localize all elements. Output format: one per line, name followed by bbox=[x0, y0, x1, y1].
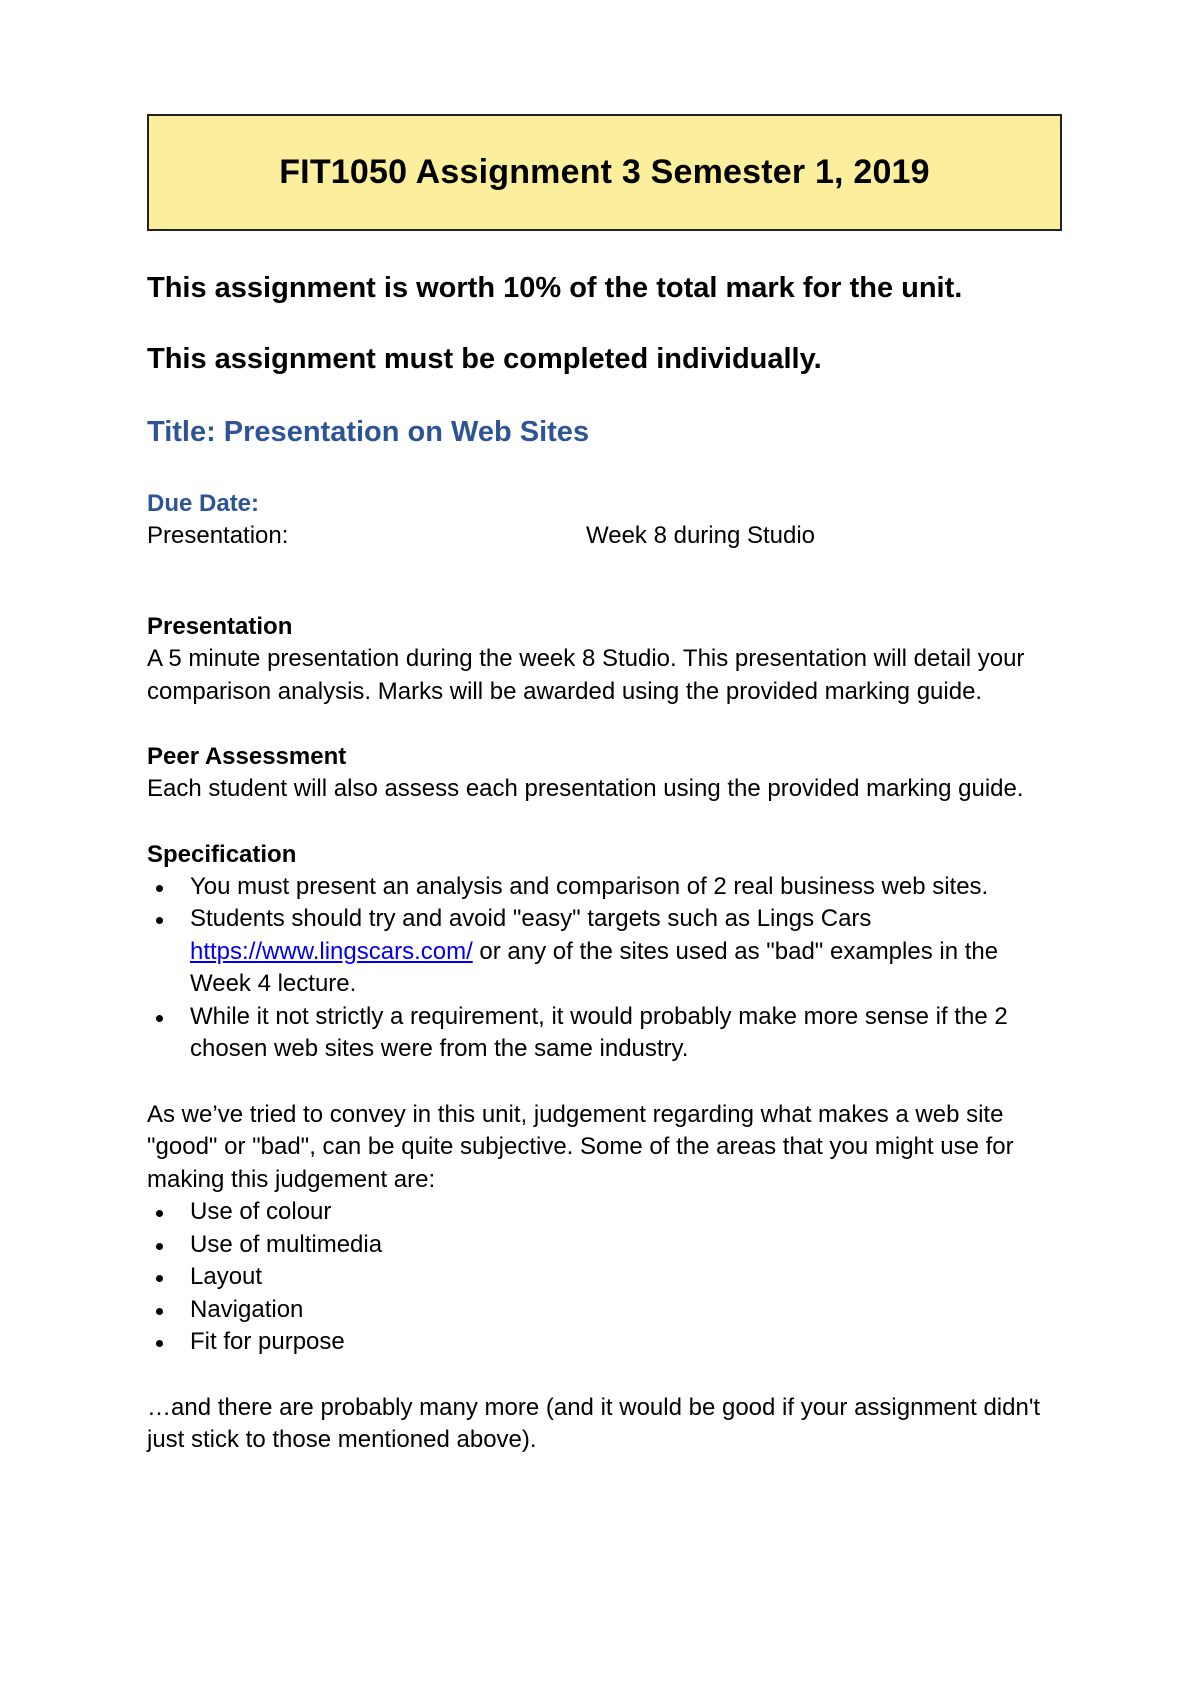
due-date-label: Due Date: bbox=[147, 490, 260, 517]
due-date-row bbox=[147, 520, 1062, 552]
list-item: While it not strictly a requirement, it would probably make more sense if the 2 chosen web sites were from the same industry. bbox=[147, 1001, 1062, 1066]
due-date-item: Presentation: bbox=[147, 522, 289, 549]
peer-assessment-section bbox=[147, 741, 1062, 806]
judgement-areas-list bbox=[147, 1196, 1062, 1359]
worth-statement: This assignment is worth 10% of the total mark for the unit. bbox=[147, 272, 963, 304]
list-item-text: or any of the sites used as "bad" examples in the Week 4 lecture. bbox=[190, 937, 999, 997]
peer-assessment-heading: Peer Assessment bbox=[147, 743, 347, 770]
presentation-section bbox=[147, 611, 1062, 708]
document-title: FIT1050 Assignment 3 Semester 1, 2019 bbox=[279, 153, 930, 191]
list-item: Use of colour bbox=[147, 1196, 1062, 1229]
title-box bbox=[147, 114, 1062, 231]
list-item bbox=[147, 903, 1062, 1001]
due-date-value: Week 8 during Studio bbox=[586, 522, 816, 549]
judgement-text: As we’ve tried to convey in this unit, judgement regarding what makes a web site "good" or "bad", can be quite subjective. Some of the areas that you might use for making this judgement are: bbox=[147, 1100, 1014, 1193]
list-item: You must present an analysis and comparison of 2 real business web sites. bbox=[147, 871, 1062, 904]
list-item: Fit for purpose bbox=[147, 1326, 1062, 1359]
closing-text: …and there are probably many more (and it would be good if your assignment didn't just stick to those mentioned above). bbox=[147, 1393, 1041, 1453]
specification-section bbox=[147, 839, 1062, 1066]
list-item: Use of multimedia bbox=[147, 1229, 1062, 1262]
individual-statement: This assignment must be completed individually. bbox=[147, 343, 822, 375]
document-page bbox=[147, 114, 1062, 1457]
lingscars-link[interactable]: https://www.lingscars.com/ bbox=[190, 937, 473, 965]
list-item: Layout bbox=[147, 1261, 1062, 1294]
specification-heading: Specification bbox=[147, 840, 297, 868]
list-item: Navigation bbox=[147, 1294, 1062, 1327]
assignment-title: Title: Presentation on Web Sites bbox=[147, 416, 590, 448]
presentation-text: A 5 minute presentation during the week 8 Studio. This presentation will detail your comparison analysis. Marks will be awarded using the provided marking guide. bbox=[147, 645, 1025, 705]
peer-assessment-text: Each student will also assess each presentation using the provided marking guide. bbox=[147, 775, 1024, 802]
list-item-text: Students should try and avoid "easy" targets such as Lings Cars bbox=[190, 905, 872, 932]
judgement-section bbox=[147, 1099, 1062, 1359]
specification-list bbox=[147, 871, 1062, 1066]
presentation-heading: Presentation bbox=[147, 613, 293, 640]
